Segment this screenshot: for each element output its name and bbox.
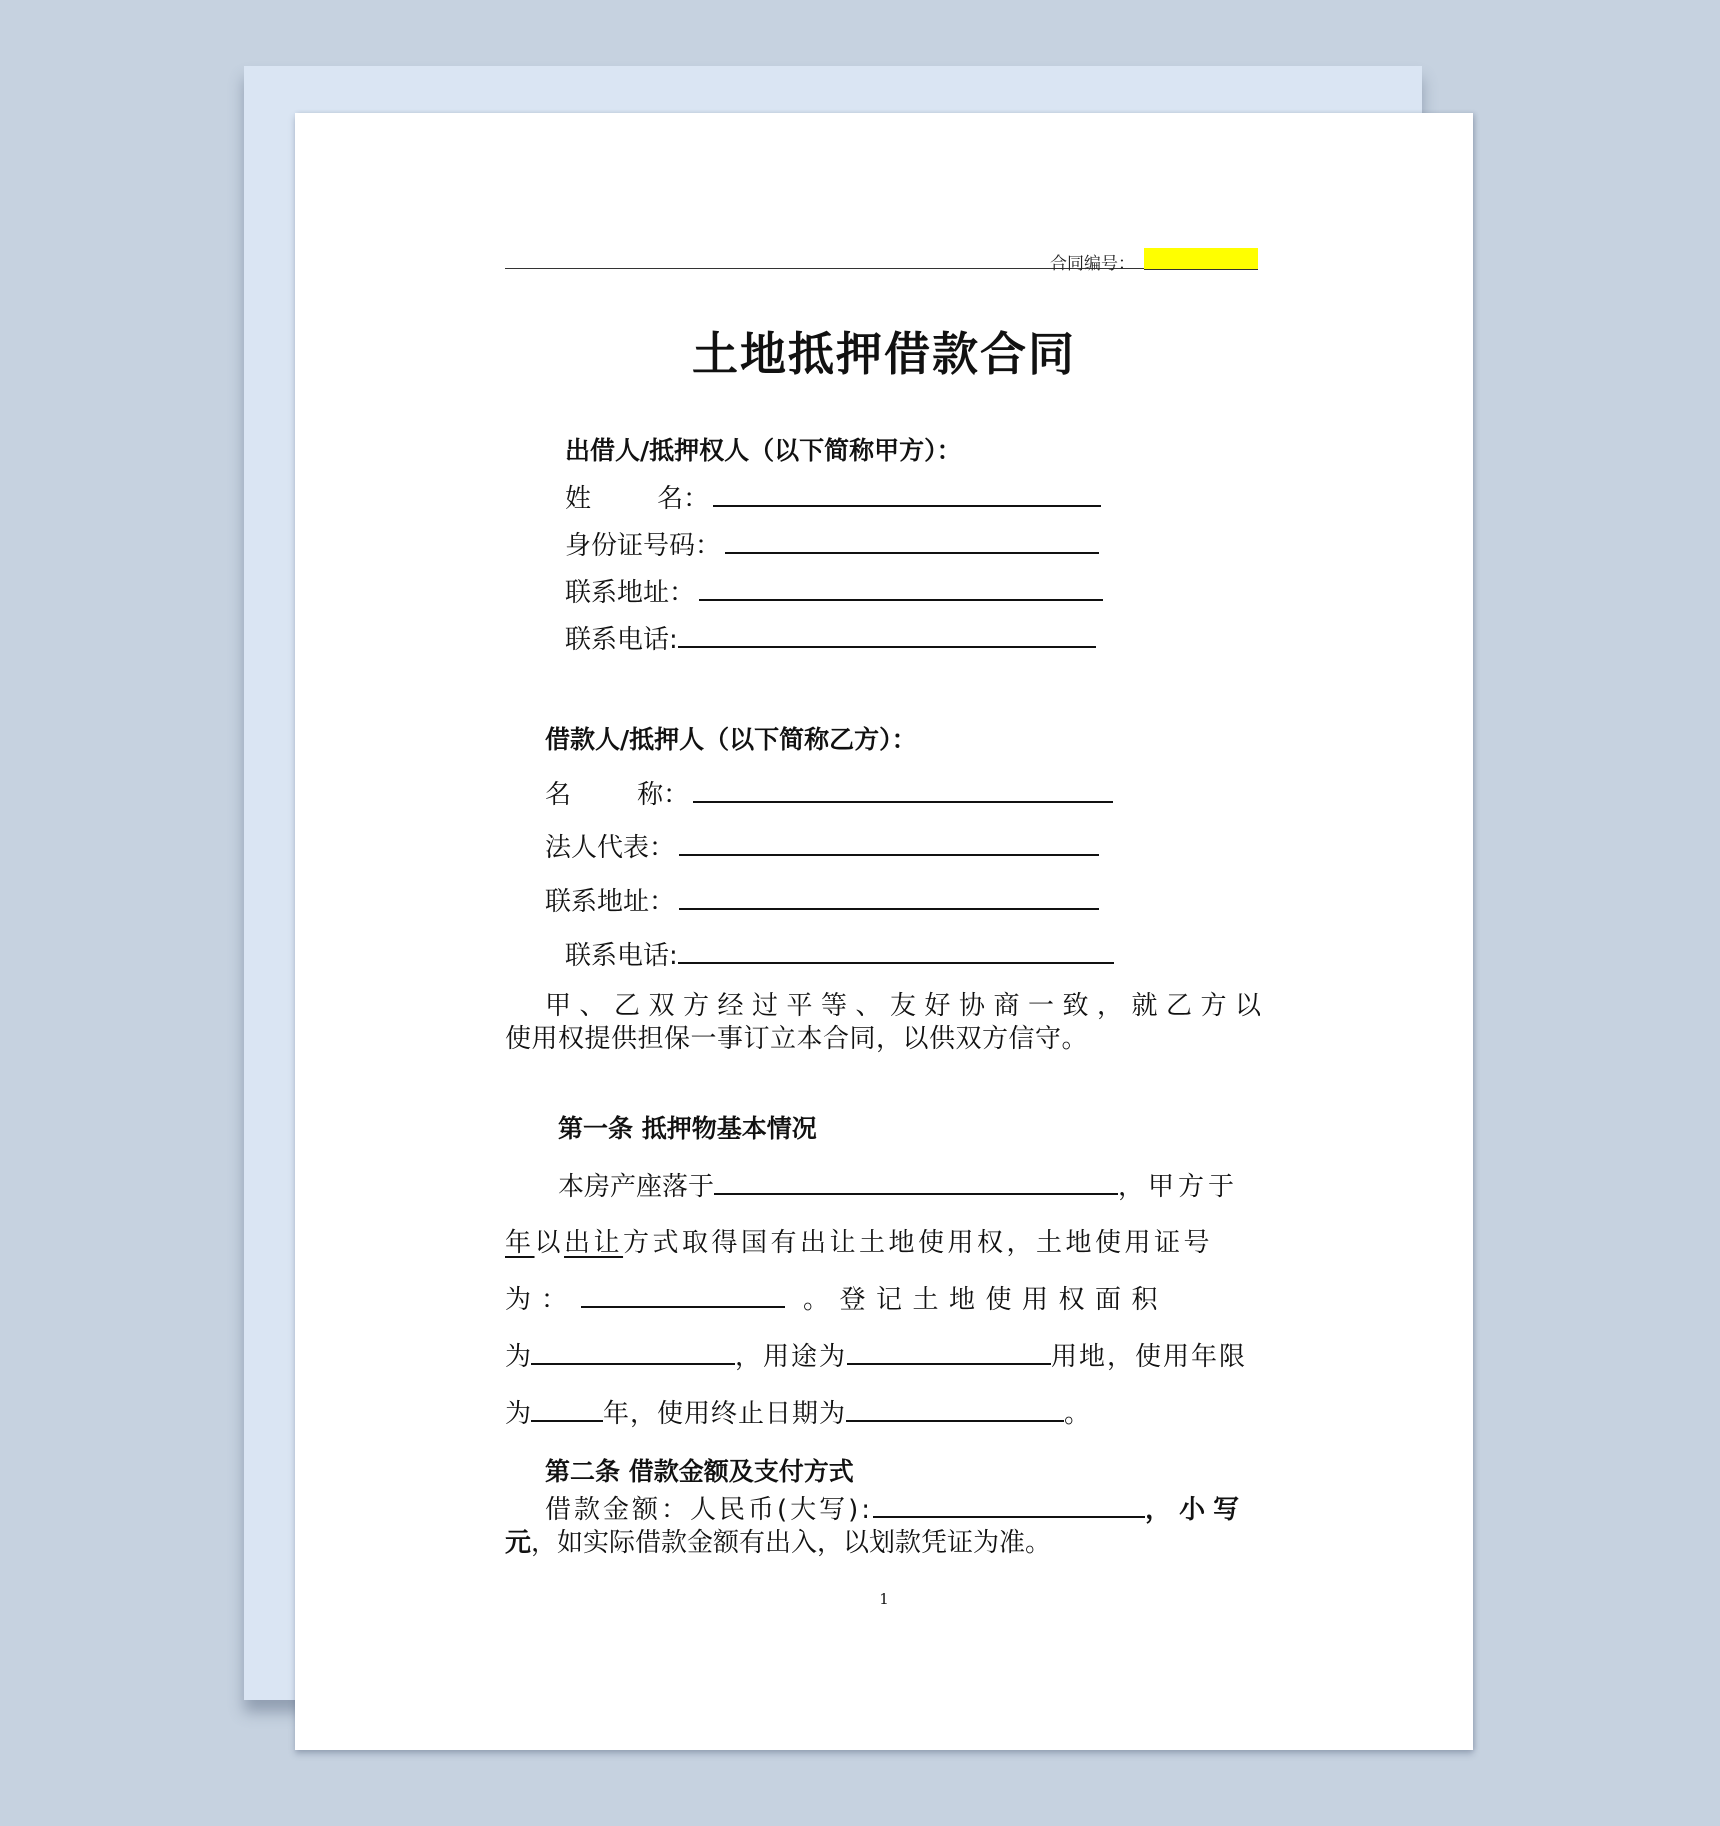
amount-words-field[interactable] — [873, 1492, 1145, 1518]
text: 以 — [534, 1228, 565, 1258]
party-b-legal-rep-row — [545, 827, 1099, 864]
party-a-name-label: 姓 名： — [565, 484, 710, 514]
text: ，小写 — [1145, 1495, 1248, 1525]
text: 为： — [505, 1285, 578, 1315]
party-b-name-row — [545, 774, 1113, 811]
text: 方式取得国有出让土地使用权，土地使用证号 — [623, 1228, 1214, 1258]
party-b-name-label: 名 称： — [545, 780, 690, 810]
party-b-name-field[interactable] — [693, 777, 1113, 803]
page-number: 1 — [879, 1590, 889, 1608]
text: 年，使用终止日期为 — [603, 1399, 847, 1429]
party-b-heading: 借款人/抵押人（以下简称乙方）： — [545, 725, 917, 754]
party-b-address-label: 联系地址： — [545, 887, 676, 917]
party-b-phone-field[interactable] — [678, 938, 1114, 964]
party-a-address-row — [565, 572, 1103, 609]
method-underlined: 出让 — [564, 1228, 624, 1258]
contract-no-field[interactable] — [1144, 248, 1258, 270]
article-2-line-2 — [505, 1522, 1051, 1559]
party-b-phone-row — [565, 935, 1114, 972]
text: ，甲方于 — [1118, 1172, 1239, 1202]
text: 。登记土地使用权面积 — [803, 1285, 1169, 1315]
party-a-id-row — [565, 525, 1099, 562]
party-b-phone-label: 联系电话: — [565, 941, 678, 971]
article-1-line-2 — [505, 1222, 1213, 1259]
text: 为 — [505, 1399, 532, 1429]
year-underlined: 年 — [505, 1228, 535, 1258]
property-location-field[interactable] — [714, 1169, 1118, 1195]
text: ，如实际借款金额有出入，以划款凭证为准。 — [531, 1528, 1052, 1558]
party-a-phone-label: 联系电话: — [565, 625, 678, 655]
party-a-address-label: 联系地址： — [565, 578, 696, 608]
years-field[interactable] — [531, 1396, 603, 1422]
contract-no-label: 合同编号： — [1050, 254, 1135, 274]
text: 。 — [1064, 1399, 1091, 1429]
party-a-id-label: 身份证号码： — [565, 531, 722, 561]
intro-line-2: 使用权提供担保一事订立本合同，以供双方信守。 — [505, 1024, 1089, 1054]
party-a-name-field[interactable] — [713, 481, 1101, 507]
article-1-heading: 第一条 抵押物基本情况 — [558, 1114, 817, 1143]
article-1-line-5 — [505, 1393, 1090, 1430]
party-a-id-field[interactable] — [725, 528, 1099, 554]
text: 元 — [505, 1528, 532, 1558]
article-2-heading: 第二条 借款金额及支付方式 — [545, 1457, 854, 1486]
party-a-address-field[interactable] — [699, 575, 1103, 601]
party-a-phone-field[interactable] — [678, 622, 1096, 648]
land-cert-no-field[interactable] — [581, 1282, 785, 1308]
text: 用地，使用年限 — [1051, 1342, 1248, 1372]
intro-line-1: 甲、乙双方经过平等、友好协商一致，就乙方以 — [545, 991, 1270, 1021]
article-1-line-4 — [505, 1336, 1247, 1373]
party-a-name-row — [565, 478, 1101, 515]
text: 本房产座落于 — [558, 1172, 715, 1202]
text: ，用途为 — [735, 1342, 848, 1372]
text: 借款金额：人民币(大写): — [545, 1495, 874, 1525]
party-b-address-row — [545, 881, 1099, 918]
document-title: 土地抵押借款合同 — [692, 327, 1076, 381]
text: 为 — [505, 1342, 532, 1372]
article-1-line-3 — [505, 1279, 1168, 1316]
document-page — [295, 113, 1473, 1750]
party-a-phone-row — [565, 619, 1096, 656]
party-b-address-field[interactable] — [679, 884, 1099, 910]
area-field[interactable] — [531, 1339, 735, 1365]
usage-field[interactable] — [847, 1339, 1051, 1365]
party-b-legal-rep-field[interactable] — [679, 830, 1099, 856]
party-a-heading: 出借人/抵押权人（以下简称甲方）： — [565, 436, 962, 465]
end-date-field[interactable] — [846, 1396, 1064, 1422]
article-1-line-1 — [558, 1166, 1238, 1203]
article-2-line-1 — [545, 1489, 1247, 1526]
party-b-legal-rep-label: 法人代表： — [545, 833, 676, 863]
